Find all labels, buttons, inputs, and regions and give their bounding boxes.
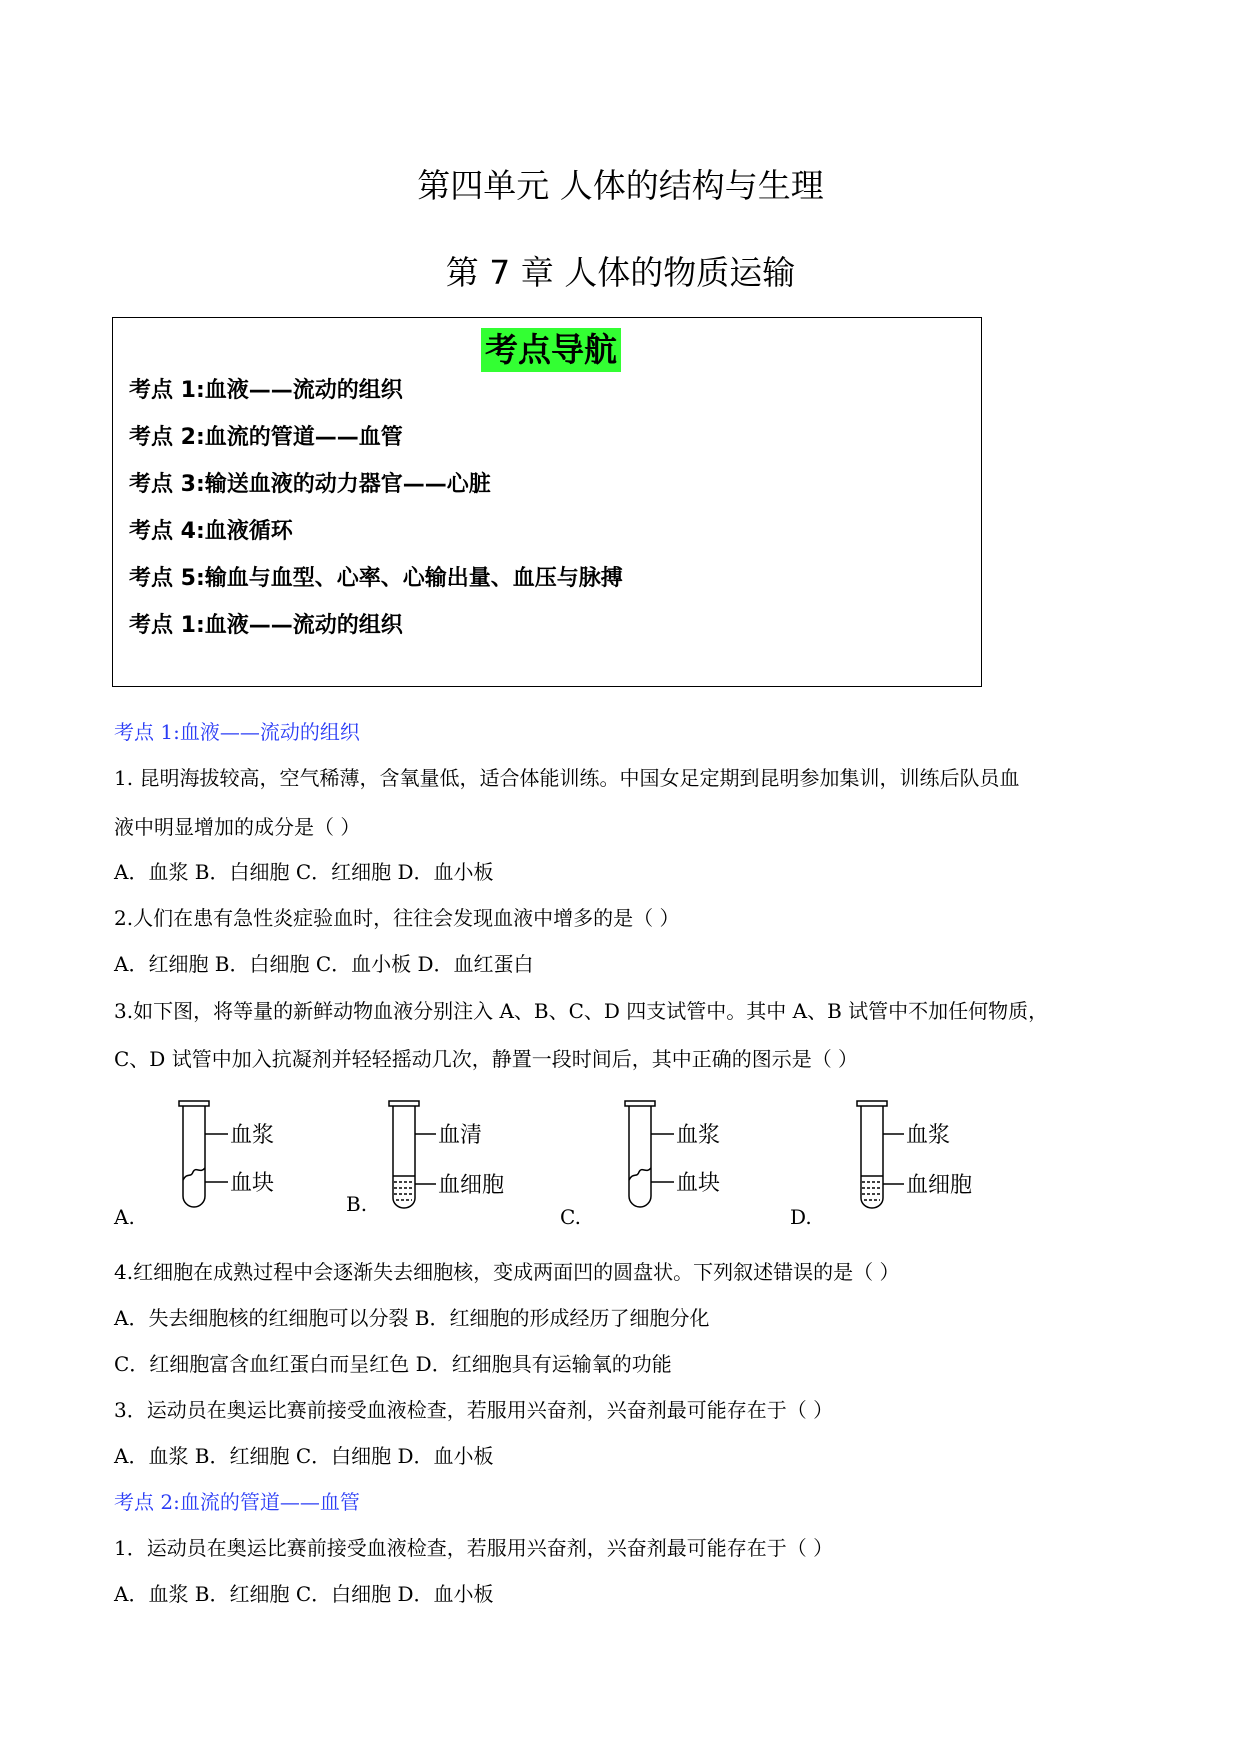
nav-item-2: 考点 2:血流的管道——血管 (129, 425, 403, 450)
question-6-options: A．血浆 B．红细胞 C．白细胞 D．血小板 (114, 1582, 494, 1606)
unit-title: 第四单元 人体的结构与生理 (417, 166, 824, 205)
tube-a-bottom-label: 血块 (230, 1171, 275, 1196)
tube-b-top-label: 血清 (438, 1123, 483, 1148)
nav-item-1: 考点 1:血液——流动的组织 (129, 378, 403, 403)
test-tube-a (178, 1100, 275, 1214)
key-points-navigation-box (112, 317, 982, 687)
tube-a-top-label: 血浆 (230, 1123, 275, 1148)
question-6-line-1: 1．运动员在奥运比赛前接受血液检查，若服用兴奋剂，兴奋剂最可能存在于（ ） (114, 1536, 834, 1560)
tube-b-bottom-label: 血细胞 (438, 1173, 505, 1198)
question-4-line-1: 4.红细胞在成熟过程中会逐渐失去细胞核，变成两面凹的圆盘状。下列叙述错误的是（ ） (114, 1260, 900, 1284)
question-2-line-1: 2.人们在患有急性炎症验血时，往往会发现血液中增多的是（ ） (114, 906, 680, 930)
tube-d-option: D. (790, 1205, 812, 1229)
nav-item-3: 考点 3:输送血液的动力器官——心脏 (129, 472, 491, 497)
nav-item-6: 考点 1:血液——流动的组织 (129, 613, 403, 638)
nav-item-4: 考点 4:血液循环 (129, 519, 293, 544)
tube-c-bottom-label: 血块 (676, 1171, 721, 1196)
tube-d-bottom-label: 血细胞 (906, 1173, 973, 1198)
tube-c-option: C. (560, 1205, 581, 1229)
question-5-options: A．血浆 B．红细胞 C．白细胞 D．血小板 (114, 1444, 494, 1468)
navigation-heading: 考点导航 (481, 328, 621, 372)
question-5-line-1: 3．运动员在奥运比赛前接受血液检查，若服用兴奋剂，兴奋剂最可能存在于（ ） (114, 1398, 834, 1422)
question-4-options-2: C．红细胞富含血红蛋白而呈红色 D．红细胞具有运输氧的功能 (114, 1352, 672, 1376)
question-1-options: A．血浆 B．白细胞 C．红细胞 D．血小板 (114, 860, 494, 884)
question-3-line-2: C、D 试管中加入抗凝剂并轻轻摇动几次，静置一段时间后，其中正确的图示是（ ） (114, 1047, 859, 1071)
tube-a-option: A. (114, 1205, 135, 1229)
chapter-title: 第 7 章 人体的物质运输 (445, 253, 796, 292)
section-heading-2: 考点 2:血流的管道——血管 (114, 1490, 360, 1514)
test-tube-c (624, 1100, 721, 1214)
question-1-line-1: 1. 昆明海拔较高，空气稀薄，含氧量低，适合体能训练。中国女足定期到昆明参加集训，训练后队员血 (114, 766, 1020, 790)
tube-b-option: B. (346, 1192, 368, 1216)
tube-d-top-label: 血浆 (906, 1123, 951, 1148)
question-1-line-2: 液中明显增加的成分是（ ） (114, 815, 361, 839)
tube-c-top-label: 血浆 (676, 1123, 721, 1148)
nav-item-5: 考点 5:输血与血型、心率、心输出量、血压与脉搏 (129, 566, 623, 591)
question-4-options-1: A．失去细胞核的红细胞可以分裂 B．红细胞的形成经历了细胞分化 (114, 1306, 710, 1330)
test-tube-b (388, 1100, 505, 1214)
question-3-line-1: 3.如下图，将等量的新鲜动物血液分别注入 A、B、C、D 四支试管中。其中 A、B 试管中不加任何物质， (114, 999, 1049, 1023)
section-heading-1: 考点 1:血液——流动的组织 (114, 720, 360, 744)
question-2-options: A．红细胞 B．白细胞 C．血小板 D．血红蛋白 (114, 952, 534, 976)
test-tube-d (856, 1100, 973, 1214)
